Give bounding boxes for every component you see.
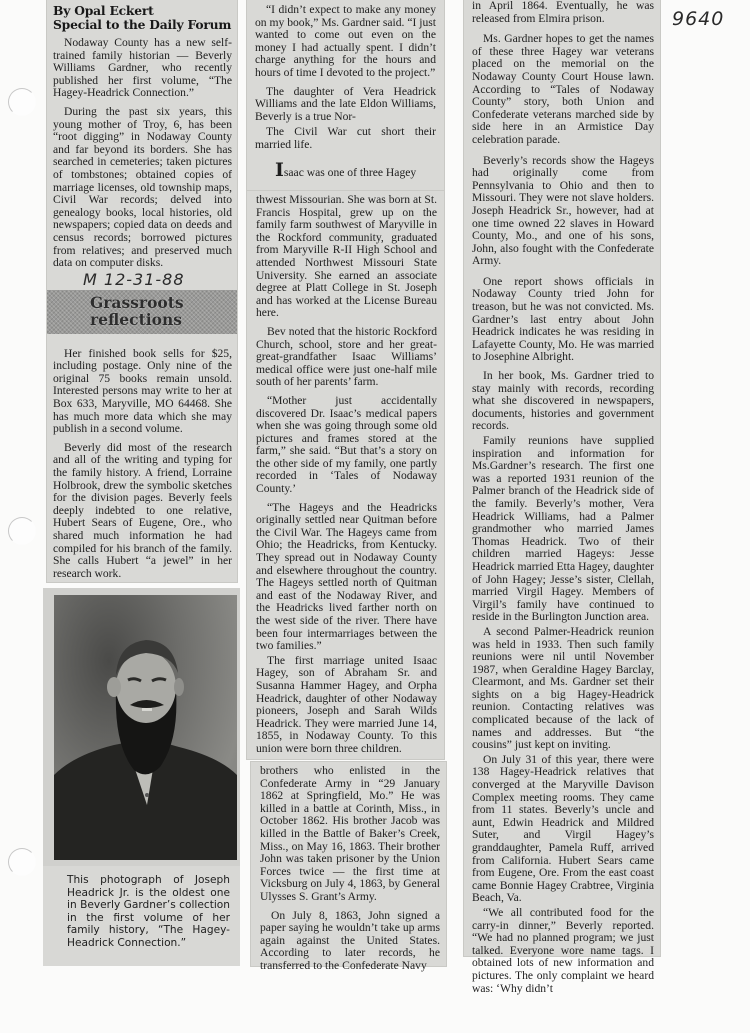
byline-author: By Opal Eckert [53, 3, 154, 18]
portrait-illustration [54, 595, 237, 860]
paragraph: Beverly’s records show the Hageys had originally come from Pennsylvania to Ohio and then to Missouri. They were not slave holders. Joseph Headrick Sr., however, had at one time owned 22 slaves in Howard County, Mo., and one of his sons, John, also fought with the Confederate Army. [472, 153, 654, 268]
dropcap-letter: I [275, 158, 284, 181]
paragraph: Her finished book sells for $25, including postage. Only nine of the original 75 books remain unsold. Interested persons may write to her at Box 633, Maryville, MO 64468. She has much more data which she may publish in a second volume. [53, 346, 232, 436]
paragraph: The daughter of Vera Headrick Williams and the late Eldon Williams, Beverly is a true Nor- [255, 84, 436, 123]
paragraph: A second Palmer-Headrick reunion was held in 1933. Then such family reunions were nil until November 1987, when Geraldine Hagey Barclay, Clearmont, and Ms. Gardner set their sights on a big Hagey-Headrick reunion. Contacting relatives was complicated because of the lack of names and addresses. But “the cousins” just kept on inviting. [472, 624, 654, 752]
column-1-top [47, 0, 237, 582]
byline [53, 4, 232, 32]
paragraph: Nodaway County has a new self-trained family historian — Beverly Williams Gardner, who recently published her first volume, “The Hagey-Headrick Connection.” [53, 36, 232, 100]
column-header-grassroots-reflections [47, 290, 237, 334]
punch-hole [8, 517, 36, 545]
paragraph: During the past six years, this young mother of Troy, 6, has been “root digging” in Nodaway County and far beyond its borders. She has searched in cemeteries; taken pictures of tombstones; obtained copies of marriage licenses, old township maps, Civil War records; delved into genealogy books, local histories, old newspapers; copied data on deeds and census records; borrowed pictures from relatives; and preserved much data on computer disks. [53, 104, 232, 270]
column-2-middle [247, 191, 444, 759]
dropcap-paragraph [255, 158, 436, 181]
paragraph: On July 31 of this year, there were 138 Hagey-Headrick relatives that converged at the Maryville Davison Complex meeting rooms. They came from 11 states. Beverly’s uncle and aunt, Edwin Headrick and Mildred Suter, and Virgil Hagey’s granddaughter, Pamela Ruff, arrived from California. Hubert Sears came from Eugene, Ore. From the east coast came Bonnie Hagey Crabtree, Virginia Beach, Va. [472, 752, 654, 905]
paragraph: “I didn’t expect to make any money on my book,” Ms. Gardner said. “I just wanted to come out even on the money I had actually spent. I didn’t charge anything for the hours and hours of time I devoted to the project.” [255, 3, 436, 79]
punch-hole [8, 848, 36, 876]
photo-frame [43, 588, 240, 866]
paragraph: in April 1864. Eventually, he was released from Elmira prison. [472, 0, 654, 25]
paragraph: brothers who enlisted in the Confederate Army in “29 January 1862 at Springfield, Mo.” He was killed in a battle at Corinth, Miss., in October 1862. His brother Jacob was killed in the Battle of Baker’s Creek, Miss., on May 16, 1863. Their brother John was taken prisoner by the Union Forces twice — the first time at Vicksburg on July 4, 1863, by General Ulysses S. Grant’s Army. [260, 764, 440, 903]
column-3 [464, 0, 660, 995]
paragraph: One report shows officials in Nodaway County tried John for treason, but he was not convicted. Ms. Gardner’s last entry about John Headrick indicates he was residing in Lafayette County, Mo. He was married to Josephine Albright. [472, 274, 654, 364]
paragraph: “The Hageys and the Headricks originally settled near Quitman before the Civil War. The Hageys came from Ohio; the Headricks, from Kentucky. They spread out in Nodaway County and elsewhere throughout the country. The Hageys settled north of Quitman and east of the Nodaway River, and the Headricks lived farther north on the west side of the river. There have been four intermarriages between the two families.” [256, 500, 437, 653]
paragraph: Family reunions have supplied inspiration and information for Ms.Gardner’s research. The first one was a reported 1931 reunion of the Palmer branch of the Headrick side of the family. Beverly’s mother, Vera Headrick Williams, had a Palmer grandmother who married James Thomas Headrick. Two of their children married Hageys: Jesse Headrick married Etta Hagey, daughter of John Hagey; Jesse’s sister, Clellah, married Virgil Hagey. Members of Virgil’s family have continued to reside in the Burlington Junction area. [472, 434, 654, 624]
photo-caption: This photograph of Joseph Headrick Jr. is the oldest one in Beverly Gardner’s collection in the first volume of her family history, “The Hagey-Headrick Connection.” [43, 866, 240, 966]
byline-publication: Special to the Daily Forum [53, 17, 232, 32]
portrait-photo-joseph-headrick-jr [54, 595, 237, 860]
archive-number: 9640 [672, 8, 725, 30]
dropcap-rest: saac was one of three Hagey [283, 165, 417, 179]
paragraph: thwest Missourian. She was born at St. Francis Hospital, grew up on the family farm southwest of Maryville in the Rockford community, graduated from Maryville R-II High School and attended Northwest Missouri State University. She earned an associate degree at Platt College in St. Joseph and has worked at the License Bureau here. [256, 193, 437, 320]
column-2-bottom [251, 762, 446, 972]
paragraph: Bev noted that the historic Rockford Church, school, store and her great-great-grandfather Isaac Williams’ medical office were just one-half mile south of her parents’ farm. [256, 324, 437, 389]
paragraph: Ms. Gardner hopes to get the names of these three Hagey war veterans placed on the memorial on the Nodaway County Court House lawn. According to “Tales of Nodaway County” story, both Union and Confederate veterans marched side by side here in an Armistice Day celebration parade. [472, 32, 654, 146]
paragraph: “Mother just accidentally discovered Dr. Isaac’s medical papers when she was going through some old pictures and frames stored at the farm,” she said. “But that’s a story on the other side of my family, one partly recorded in ‘Tales of Nodaway County.’ [256, 393, 437, 496]
column-header-line-2: reflections [90, 309, 182, 329]
paragraph: In her book, Ms. Gardner tried to stay mainly with records, recording what she discovered in newspapers, documents, histories and government records. [472, 369, 654, 433]
handwritten-date: M 12-31-88 [83, 269, 185, 289]
paragraph: “We all contributed food for the carry-in dinner,” Beverly reported. “We had no planned program; we just talked. Everyone wore name tags. I obtained lots of new information and pictures. The only complaint we heard was: ‘Why didn’t [472, 905, 654, 995]
column-2-top [247, 0, 444, 190]
column-header-line-1: Grassroots [90, 292, 184, 312]
paragraph: The Civil War cut short their married life. [255, 125, 436, 151]
punch-hole [8, 88, 36, 116]
paragraph: Beverly did most of the research and all of the writing and typing for the family history. A friend, Lorraine Holbrook, drew the symbolic sketches for the division pages. Beverly feels deeply indebted to one relative, Hubert Sears of Eugene, Ore., who shared much information he had compiled for his branch of the family. She calls Hubert “a jewel” in her research work. [53, 440, 232, 580]
paragraph: On July 8, 1863, John signed a paper saying he wouldn’t take up arms again against the United States. According to later records, he transferred to the Confederate Navy [260, 908, 440, 972]
paragraph: The first marriage united Isaac Hagey, son of Abraham Sr. and Susanna Hammer Hagey, and Orpha Headrick, daughter of other Nodaway pioneers, Joseph and Sarah Wilds Headrick. They were married June 14, 1855, in Nodaway County. To this union were born three children. [256, 653, 437, 755]
